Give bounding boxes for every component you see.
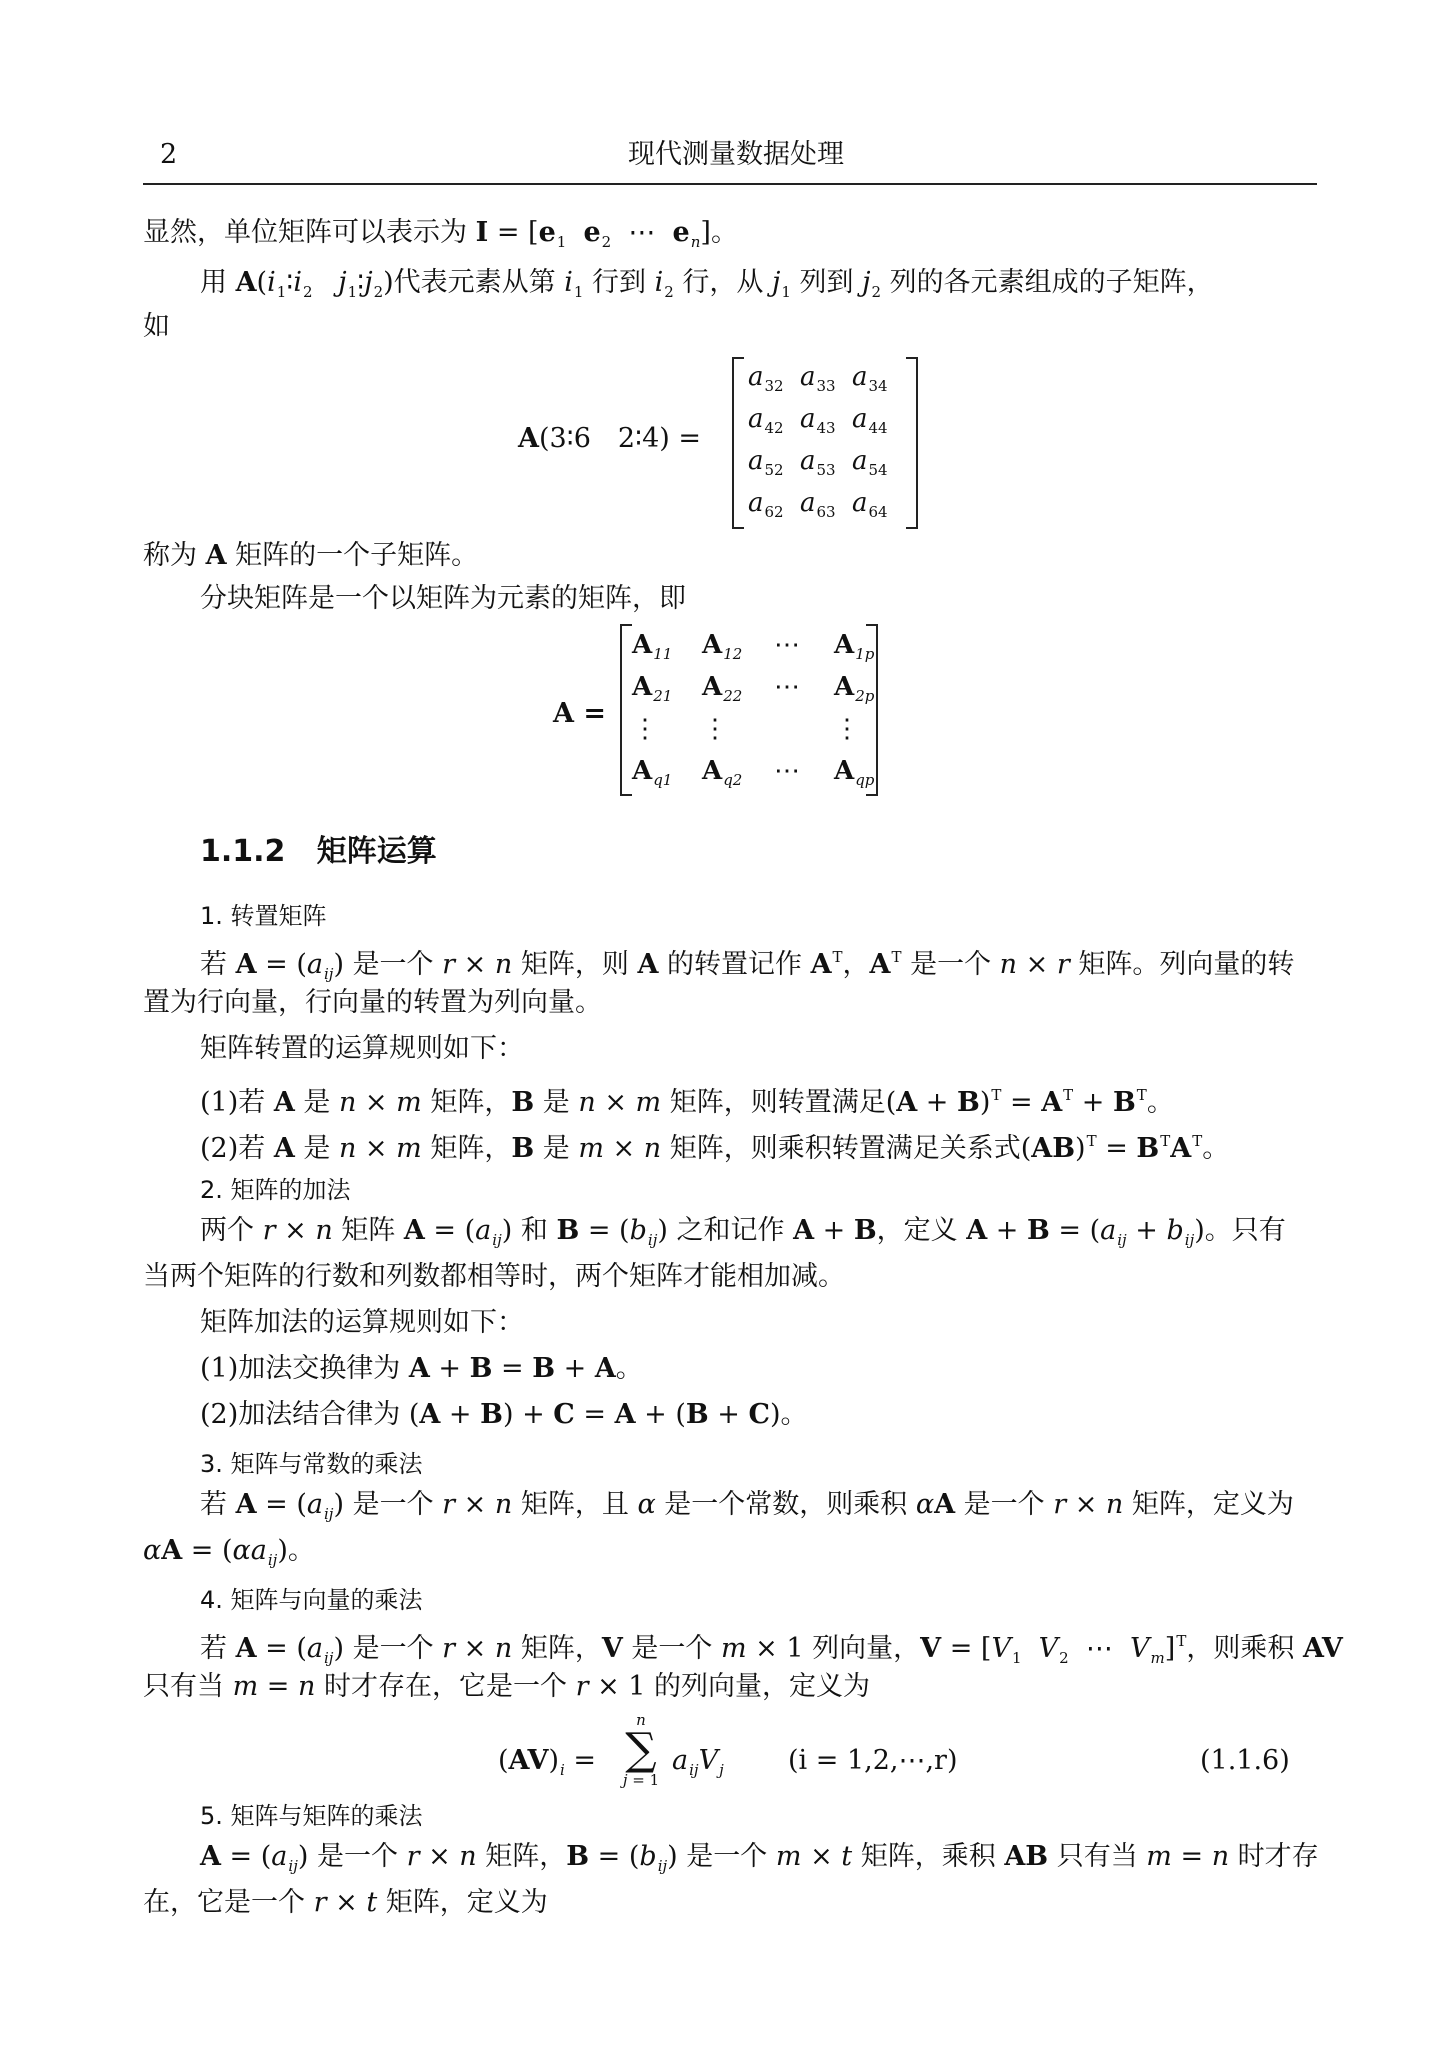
running-title: 现代测量数据处理	[628, 139, 844, 170]
submatrix-left-bracket	[732, 357, 744, 529]
page-number: 2	[160, 139, 178, 170]
sum-symbol: n ∑ j = 1	[622, 1711, 660, 1789]
blockmatrix-cell: $A_{qp}$	[834, 756, 875, 789]
blockmatrix-cell: $A_{1p}$	[834, 630, 875, 663]
blockmatrix-cell: $A_{21}$	[632, 672, 673, 705]
subsection-addition-heading: 2. 矩阵的加法	[200, 1176, 351, 1204]
submatrix-cell: $a_{62}$	[748, 488, 784, 521]
matmat-paragraph-line1: $A = (a_{ij})$ 是一个 r × n 矩阵，$B = (b_{ij})$ 是一个 m × t 矩阵，乘积 AB 只有当 m = n 时才存	[200, 1841, 1319, 1875]
blockmatrix-left-bracket	[620, 624, 632, 796]
matvec-paragraph-line1: 若 $A = (a_{ij})$ 是一个 r × n 矩阵，V 是一个 m × 1 列向量，$V = [V_1$ $V_2$ ⋯ $V_m]^T$，则乘积 AV	[200, 1632, 1343, 1667]
paragraph-block-matrix: 分块矩阵是一个以矩阵为元素的矩阵，即	[200, 583, 686, 614]
addition-rules-intro: 矩阵加法的运算规则如下：	[200, 1307, 524, 1338]
blockmatrix-cell: ⋮	[702, 714, 728, 744]
blockmatrix-cell: ⋯	[774, 630, 800, 660]
blockmatrix-cell: ⋮	[834, 714, 860, 744]
transpose-paragraph-line1: 若 $A = (a_{ij})$ 是一个 r × n 矩阵，则 A 的转置记作 $A^T$，$A^T$ 是一个 n × r 矩阵。列向量的转	[200, 948, 1295, 983]
blockmatrix-cell: $A_{12}$	[702, 630, 743, 663]
submatrix-lhs: A(3∶6 2∶4) =	[518, 423, 701, 454]
equation-number: (1.1.6)	[1200, 1745, 1290, 1776]
submatrix-cell: $a_{43}$	[800, 404, 836, 437]
transpose-rule-1: (1)若 A 是 n × m 矩阵，B 是 n × m 矩阵，则转置满足$(A + B)^T = A^T + B^T$。	[200, 1086, 1174, 1118]
submatrix-cell: $a_{53}$	[800, 446, 836, 479]
submatrix-cell: $a_{32}$	[748, 362, 784, 395]
submatrix-cell: $a_{34}$	[852, 362, 888, 395]
paragraph-submatrix-def-line2: 如	[143, 311, 170, 342]
transpose-rule-2: (2)若 A 是 n × m 矩阵，B 是 m × n 矩阵，则乘积转置满足关系式$(AB)^T = B^TA^T$。	[200, 1132, 1230, 1164]
submatrix-cell: $a_{42}$	[748, 404, 784, 437]
paragraph-submatrix-def: 用 $A(i_1∶i_2$ $j_1∶j_2$)代表元素从第 $i_1$ 行到 $i_2$ 行，从 $j_1$ 列到 $j_2$ 列的各元素组成的子矩阵，	[200, 267, 1214, 301]
submatrix-cell: $a_{44}$	[852, 404, 888, 437]
transpose-paragraph-line2: 置为行向量，行向量的转置为列向量。	[143, 987, 602, 1018]
header-rule	[143, 183, 1317, 185]
blockmatrix-cell: $A_{q1}$	[632, 756, 673, 789]
addition-paragraph-line1: 两个 r × n 矩阵 $A = (a_{ij})$ 和 $B = (b_{ij})$ 之和记作 A + B，定义 $A + B = (a_{ij} + b_{ij})$。只有	[200, 1215, 1286, 1249]
matvec-paragraph-line2: 只有当 m = n 时才存在，它是一个 r × 1 的列向量，定义为	[143, 1671, 871, 1702]
transpose-rules-intro: 矩阵转置的运算规则如下：	[200, 1033, 524, 1064]
subsection-transpose-heading: 1. 转置矩阵	[200, 902, 327, 930]
addition-rule-commutative: (1)加法交换律为 A + B = B + A。	[200, 1353, 643, 1384]
submatrix-cell: $a_{33}$	[800, 362, 836, 395]
submatrix-cell: $a_{52}$	[748, 446, 784, 479]
blockmatrix-cell: ⋯	[774, 672, 800, 702]
subsection-matrix-vector-heading: 4. 矩阵与向量的乘法	[200, 1586, 423, 1614]
subsection-matrix-matrix-heading: 5. 矩阵与矩阵的乘法	[200, 1802, 423, 1830]
equation-av-rhs: $a_{ij}V_j$	[672, 1745, 724, 1779]
submatrix-cell: $a_{54}$	[852, 446, 888, 479]
blockmatrix-cell: $A_{q2}$	[702, 756, 743, 789]
submatrix-right-bracket	[906, 357, 918, 529]
blockmatrix-cell: ⋮	[632, 714, 658, 744]
scalar-paragraph-line2: $\alpha A = (\alpha a_{ij})$。	[143, 1535, 315, 1569]
addition-paragraph-line2: 当两个矩阵的行数和列数都相等时，两个矩阵才能相加减。	[143, 1261, 845, 1292]
blockmatrix-cell: $A_{2p}$	[834, 672, 875, 705]
paragraph-identity-matrix: 显然，单位矩阵可以表示为 $I = [e_1$ $e_2$ ⋯ $e_n$]。	[143, 217, 738, 251]
equation-av-lhs: $(AV)_i$ =	[498, 1745, 597, 1779]
paragraph-submatrix-note: 称为 A 矩阵的一个子矩阵。	[143, 540, 479, 571]
blockmatrix-cell: $A_{22}$	[702, 672, 743, 705]
blockmatrix-cell: $A_{11}$	[632, 630, 673, 663]
addition-rule-associative: (2)加法结合律为 (A + B) + C = A + (B + C)。	[200, 1399, 808, 1430]
blockmatrix-lhs: A =	[553, 698, 606, 729]
blockmatrix-cell: ⋯	[774, 756, 800, 786]
subsection-scalar-heading: 3. 矩阵与常数的乘法	[200, 1450, 423, 1478]
matmat-paragraph-line2: 在，它是一个 r × t 矩阵，定义为	[143, 1887, 548, 1918]
submatrix-cell: $a_{64}$	[852, 488, 888, 521]
equation-av-condition: (i = 1,2,⋯,r)	[788, 1745, 958, 1776]
scalar-paragraph-line1: 若 $A = (a_{ij})$ 是一个 r × n 矩阵，且 α 是一个常数，则乘积 αA 是一个 r × n 矩阵，定义为	[200, 1489, 1294, 1523]
submatrix-cell: $a_{63}$	[800, 488, 836, 521]
section-heading: 1.1.2 矩阵运算	[200, 834, 437, 869]
